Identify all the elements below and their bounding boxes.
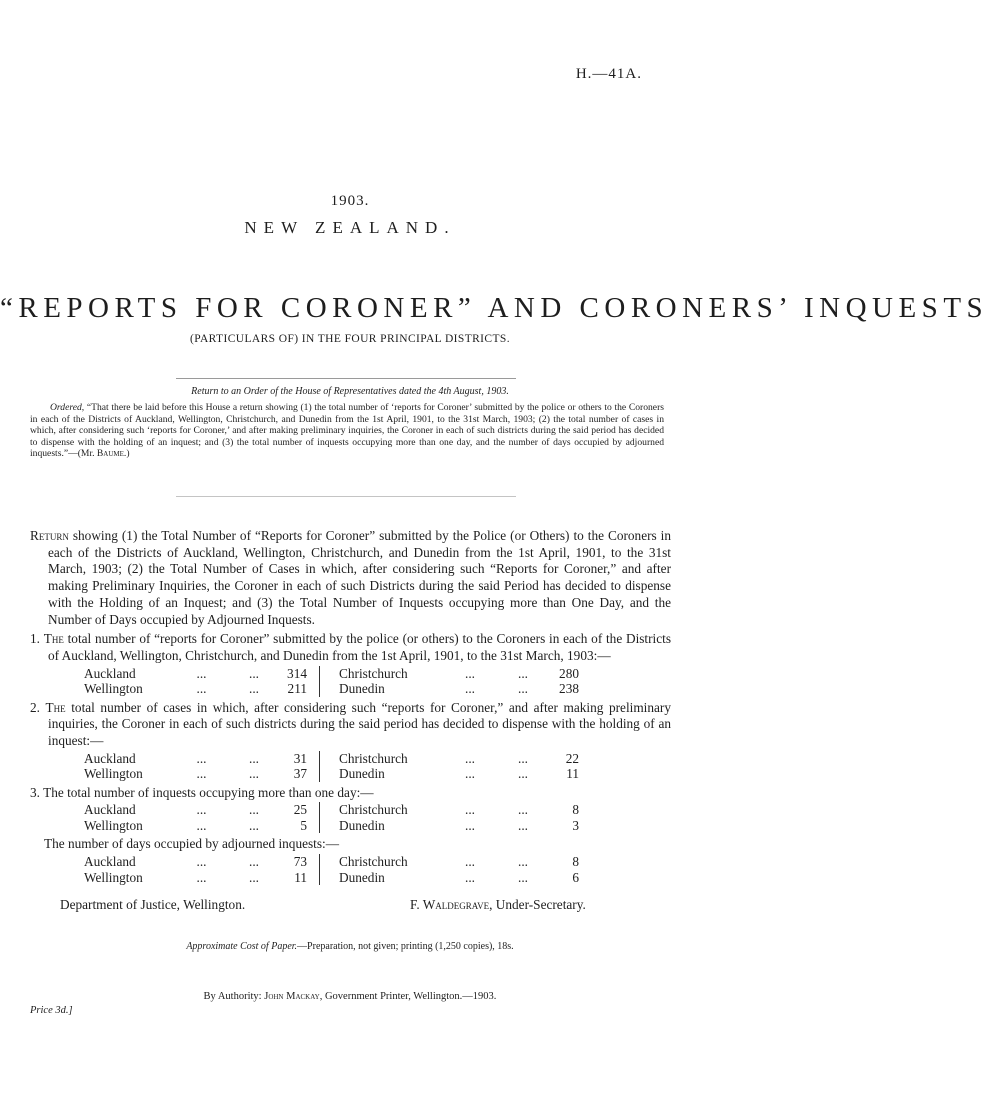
return-order-line: Return to an Order of the House of Representatives dated the 4th August, 1903. bbox=[191, 386, 509, 397]
table-row: Wellington ... ... 211 Dunedin ... ... 238 bbox=[84, 681, 579, 697]
price-note: Price 3d.] bbox=[30, 1005, 73, 1016]
cost-of-paper bbox=[0, 941, 700, 952]
order-paragraph bbox=[30, 402, 664, 460]
ordered-text: “That there be laid before this House a return showing (1) the total number of ‘reports for Coroner’ submitted by the police or others to the Coroners in each of the Districts of Auckland, Wellington, Christchurch, and Dunedin from the 1st April, 1901, to the 31st March, 1903; (2) the total number of cases in which, after considering such ‘reports for Coroner,’ and after making preliminary inquiries, the Coroner in each of such districts during the said period has decided to dispense with the holding of an inquest; and (3) the total number of inquests occupying more than one day, and the number of days occupied by adjourned inquests.”—(Mr. bbox=[30, 402, 664, 460]
table-row: Auckland ... ... 31 Christchurch ... ... 22 bbox=[84, 750, 579, 766]
return-lead: Return bbox=[30, 528, 69, 543]
return-body bbox=[30, 528, 671, 888]
document-reference: H.—41A. bbox=[575, 66, 642, 82]
printer-authority: By Authority: John Mackay, Government Printer, Wellington.—1903. bbox=[203, 991, 497, 1002]
signatory-name: F. Waldegrave, bbox=[410, 897, 493, 912]
document-title: “REPORTS FOR CORONER” AND CORONERS’ INQUESTS bbox=[0, 292, 988, 324]
ordered-label: Ordered, bbox=[50, 402, 85, 413]
section-1-table bbox=[84, 666, 579, 697]
section-1-heading: 1. The total number of “reports for Coroner” submitted by the police (or others) to the Coroners in each of the Districts of Auckland, Wellington, Christchurch, and Dunedin from the 1st April, 1901, to the 31st March, 1903:— bbox=[30, 631, 672, 663]
adjourned-table bbox=[84, 854, 579, 885]
table-row: Auckland ... ... 25 Christchurch ... ... 8 bbox=[84, 802, 579, 818]
cost-label: Approximate Cost of Paper. bbox=[186, 941, 298, 952]
cost-text: —Preparation, not given; printing (1,250 copies), 18s. bbox=[297, 941, 514, 952]
document-subtitle: (PARTICULARS OF) IN THE FOUR PRINCIPAL DISTRICTS. bbox=[190, 333, 510, 345]
signatory-title: Under-Secretary. bbox=[495, 897, 586, 912]
section-3-heading: 3. The total number of inquests occupying more than one day:— bbox=[30, 784, 374, 800]
signatory bbox=[410, 897, 586, 913]
adjourned-heading: The number of days occupied by adjourned inquests:— bbox=[44, 836, 340, 852]
return-paragraph bbox=[30, 528, 671, 628]
section-3-table bbox=[84, 802, 579, 833]
country-heading: NEW ZEALAND. bbox=[244, 218, 456, 237]
table-row: Wellington ... ... 37 Dunedin ... ... 11 bbox=[84, 766, 579, 782]
printer-name: John Mackay, bbox=[264, 991, 323, 1002]
department-line: Department of Justice, Wellington. bbox=[60, 897, 246, 912]
return-text: showing (1) the Total Number of “Reports for Coroner” submitted by the Police (or Others) to the Coroners in each of the Districts of Auckland, Wellington, Christchurch, and Dunedin from the 1st April, 1901, to the 31st March, 1903; (2) the Total Number of Cases in which, after considering such “Reports for Coroner,” and after making Preliminary Inquiries, the Coroner in each of such Districts during the said Period has decided to dispense with the Holding of an Inquest; and (3) the Total Number of Inquests occupying more than One Day, and the Number of Days occupied by Adjourned Inquests. bbox=[48, 528, 672, 627]
table-row: Auckland ... ... 314 Christchurch ... ... 280 bbox=[84, 665, 579, 681]
divider-rule bbox=[176, 496, 516, 497]
document-year: 1903. bbox=[330, 193, 370, 209]
section-2-heading: 2. The total number of cases in which, after considering such “reports for Coroner,” and after making preliminary inquiries, the Coroner in each of such districts during the said period has decided to dispense with the holding of an inquest:— bbox=[30, 699, 671, 749]
table-row: Auckland ... ... 73 Christchurch ... ... 8 bbox=[84, 854, 579, 870]
section-2-table bbox=[84, 751, 579, 782]
divider-rule bbox=[176, 378, 516, 379]
table-row: Wellington ... ... 11 Dunedin ... ... 6 bbox=[84, 869, 579, 885]
mover-name: Baume.) bbox=[96, 448, 130, 460]
table-row: Wellington ... ... 5 Dunedin ... ... 3 bbox=[84, 817, 579, 833]
